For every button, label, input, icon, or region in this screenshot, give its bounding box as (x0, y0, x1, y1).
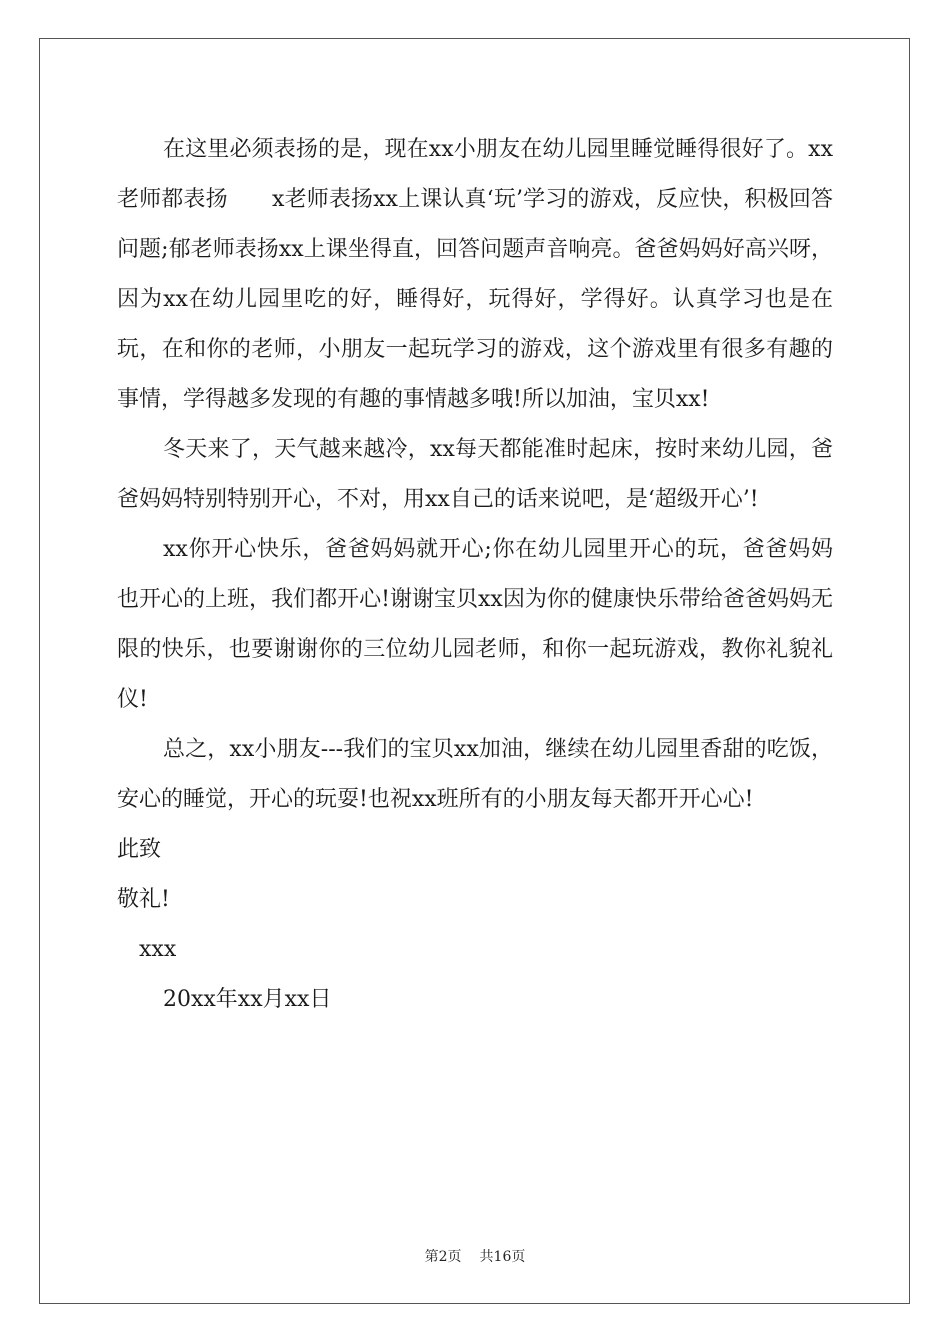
paragraph-happy: xx你开心快乐，爸爸妈妈就开心;你在幼儿园里开心的玩，爸爸妈妈也开心的上班，我们都开心!谢谢宝贝xx因为你的健康快乐带给爸爸妈妈无限的快乐，也要谢谢你的三位幼儿园老师，和你一起玩游戏，教你礼貌礼仪! (117, 537, 833, 712)
page-number: 第2页 (424, 1249, 462, 1265)
signature-name: xxx (139, 937, 177, 962)
page-total: 共16页 (479, 1249, 526, 1265)
closing-regards: 敬礼! (117, 887, 170, 912)
paragraph-summary: 总之，xx小朋友---我们的宝贝xx加油，继续在幼儿园里香甜的吃饭，安心的睡觉，开心的玩耍!也祝xx班所有的小朋友每天都开开心心! (117, 737, 833, 812)
closing-salutation: 此致 (117, 837, 162, 862)
paragraph-praise: 在这里必须表扬的是，现在xx小朋友在幼儿园里睡觉睡得很好了。xx老师都表扬 x老师表扬xx上课认真‘玩’学习的游戏，反应快，积极回答问题;郁老师表扬xx上课坐得直，回答问题声音响亮。爸爸妈妈好高兴呀，因为xx在幼儿园里吃的好，睡得好，玩得好，学得好。认真学习也是在玩，在和你的老师，小朋友一起玩学习的游戏，这个游戏里有很多有趣的事情，学得越多发现的有趣的事情越多哦!所以加油，宝贝xx! (117, 137, 833, 412)
letter-body (117, 125, 833, 1025)
paragraph-winter: 冬天来了，天气越来越冷，xx每天都能准时起床，按时来幼儿园，爸爸妈妈特别特别开心，不对，用xx自己的话来说吧，是‘超级开心’! (117, 437, 833, 512)
page-footer (0, 1248, 950, 1266)
signature-date: 20xx年xx月xx日 (163, 987, 332, 1012)
